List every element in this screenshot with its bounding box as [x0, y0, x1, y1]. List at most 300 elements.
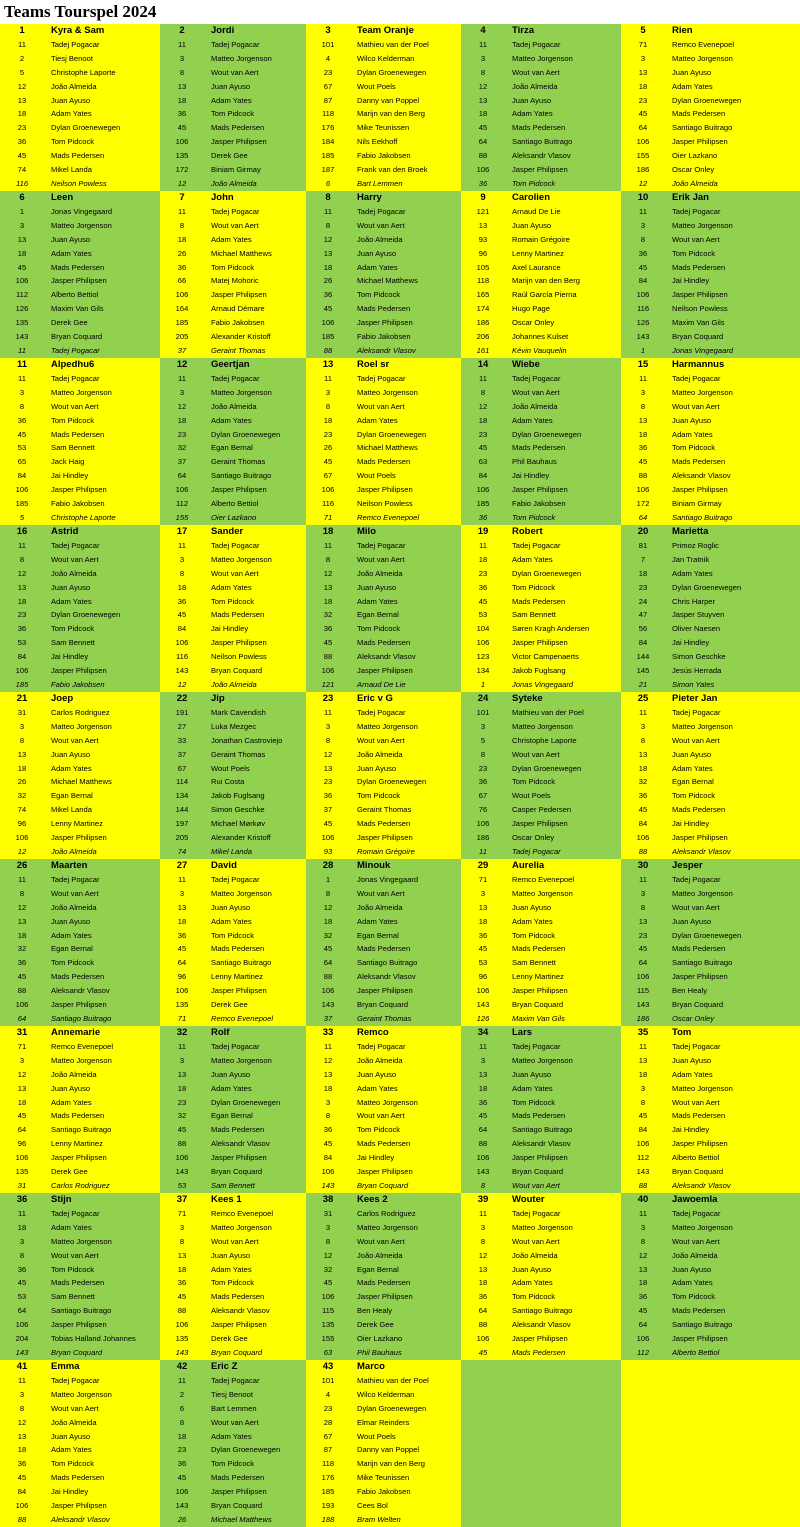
- rider-number: 206: [476, 332, 490, 341]
- rider-name: Jai Hindley: [672, 276, 710, 286]
- team-block: [461, 1193, 621, 1360]
- rider-number: 18: [638, 568, 648, 578]
- rider-number: 176: [321, 1473, 335, 1483]
- rider-name: Adam Yates: [211, 234, 252, 244]
- rider-number: 3: [179, 53, 185, 63]
- rider-number: 8: [19, 1250, 25, 1260]
- rider-number: 23: [478, 429, 488, 439]
- rider-name: Egan Bernal: [211, 443, 253, 453]
- team-number: 19: [477, 526, 489, 537]
- rider-number: 36: [17, 624, 27, 634]
- rider-number: 65: [17, 457, 27, 467]
- team-block: [160, 1193, 306, 1360]
- rider-name: Bryan Coquard: [512, 1167, 564, 1176]
- team-block: [160, 692, 306, 859]
- rider-name: Jasper Philipsen: [51, 833, 107, 842]
- rider-name: Juan Ayuso: [357, 763, 397, 773]
- rider-name: Jesús Herrada: [672, 666, 722, 675]
- reserve-name: Aleksandr Vlasov: [51, 1514, 110, 1524]
- rider-number: 53: [478, 610, 488, 620]
- rider-name: Wout van Aert: [672, 735, 720, 745]
- rider-number: 36: [17, 958, 27, 968]
- team-block: [461, 191, 621, 358]
- rider-name: Adam Yates: [672, 1069, 713, 1079]
- rider-number: 13: [177, 81, 187, 91]
- rider-number: 32: [177, 1111, 187, 1121]
- rider-number: 106: [15, 276, 29, 286]
- rider-name: Jasper Philipsen: [211, 1153, 267, 1163]
- rider-number: 13: [323, 582, 333, 592]
- rider-number: 8: [640, 1097, 646, 1107]
- reserve-name: Mads Pedersen: [512, 1347, 566, 1357]
- reserve-number: 11: [18, 345, 26, 355]
- rider-name: Aleksandr Vlasov: [357, 652, 416, 662]
- rider-name: Jasper Philipsen: [211, 137, 267, 147]
- reserve-number: 36: [478, 512, 488, 522]
- rider-name: Juan Ayuso: [357, 248, 397, 258]
- reserve-number: 12: [17, 846, 27, 856]
- rider-name: Jasper Philipsen: [211, 638, 267, 648]
- rider-number: 18: [323, 1083, 333, 1093]
- rider-number: 13: [478, 1264, 488, 1274]
- team-number: 9: [480, 192, 486, 203]
- rider-number: 8: [19, 554, 25, 564]
- rider-number: 3: [19, 220, 25, 230]
- rider-number: 71: [638, 39, 648, 49]
- team-number: 14: [477, 359, 489, 370]
- rider-name: Adam Yates: [672, 81, 713, 91]
- rider-number: 8: [325, 735, 331, 745]
- rider-name: Matteo Jorgenson: [357, 1222, 418, 1232]
- rider-number: 56: [638, 624, 648, 634]
- rider-name: Elmar Reinders: [357, 1417, 410, 1427]
- rider-name: Wout van Aert: [357, 554, 405, 564]
- team-block: [306, 191, 461, 358]
- team-number: 10: [637, 192, 649, 203]
- team-name: David: [211, 860, 237, 871]
- rider-number: 36: [17, 137, 27, 147]
- rider-name: Jasper Philipsen: [672, 1334, 728, 1343]
- rider-number: 45: [638, 109, 648, 119]
- rider-number: 18: [17, 1097, 27, 1107]
- rider-number: 1: [19, 206, 25, 216]
- rider-number: 18: [638, 1069, 648, 1079]
- rider-name: Fabio Jakobsen: [357, 1487, 411, 1497]
- rider-number: 8: [480, 387, 486, 397]
- rider-number: 45: [638, 457, 648, 467]
- rider-number: 185: [321, 332, 335, 341]
- reserve-number: 21: [638, 679, 648, 689]
- rider-number: 145: [636, 666, 650, 675]
- rider-name: Jai Hindley: [672, 819, 710, 829]
- rider-number: 126: [15, 304, 29, 314]
- rider-number: 106: [175, 137, 189, 147]
- reserve-name: Carlos Rodriguez: [51, 1180, 110, 1190]
- rider-name: Adam Yates: [51, 763, 92, 773]
- reserve-name: Aleksandr Vlasov: [672, 846, 731, 856]
- rider-name: Juan Ayuso: [512, 1264, 552, 1274]
- rider-name: Tom Pidcock: [512, 930, 556, 940]
- rider-number: 8: [325, 401, 331, 411]
- rider-name: Sam Bennett: [512, 958, 556, 968]
- rider-name: Fabio Jakobsen: [211, 318, 265, 328]
- rider-number: 45: [17, 1473, 27, 1483]
- team-number: 25: [637, 693, 649, 704]
- rider-name: Adam Yates: [51, 1222, 92, 1232]
- rider-number: 88: [323, 652, 333, 662]
- reserve-name: Wout van Aert: [512, 1180, 560, 1190]
- rider-name: Lenny Martinez: [51, 1139, 103, 1149]
- rider-name: Mads Pedersen: [51, 151, 105, 161]
- team-block: [461, 358, 621, 525]
- rider-name: Juan Ayuso: [51, 95, 91, 105]
- rider-name: Aleksandr Vlasov: [672, 471, 731, 481]
- rider-number: 27: [177, 721, 187, 731]
- rider-number: 204: [15, 1334, 29, 1343]
- rider-number: 11: [178, 1041, 186, 1051]
- rider-name: Wout van Aert: [357, 888, 405, 898]
- rider-number: 112: [15, 290, 29, 300]
- team-number: 36: [16, 1194, 28, 1205]
- rider-name: Remco Evenepoel: [672, 39, 735, 49]
- rider-number: 37: [177, 457, 187, 467]
- rider-number: 23: [638, 930, 648, 940]
- rider-name: Wilco Kelderman: [357, 53, 415, 63]
- team-name: Minouk: [357, 860, 391, 871]
- team-name: Kees 2: [357, 1194, 388, 1205]
- rider-number: 96: [478, 248, 488, 258]
- rider-number: 36: [638, 791, 648, 801]
- rider-number: 11: [178, 874, 186, 884]
- rider-number: 106: [321, 1167, 335, 1176]
- rider-number: 11: [324, 540, 332, 550]
- rider-number: 23: [323, 429, 333, 439]
- rider-number: 8: [325, 888, 331, 898]
- rider-name: Tadej Pogacar: [211, 540, 260, 550]
- rider-name: Matteo Jorgenson: [51, 1055, 112, 1065]
- rider-number: 8: [640, 234, 646, 244]
- team-block: [160, 1026, 306, 1193]
- team-name: John: [211, 192, 234, 203]
- rider-name: Jakob Fuglsang: [211, 791, 265, 801]
- rider-number: 165: [476, 290, 490, 300]
- rider-name: Jasper Philipsen: [672, 1139, 728, 1149]
- rider-number: 64: [478, 1306, 488, 1316]
- rider-number: 67: [478, 791, 488, 801]
- rider-name: Tadej Pogacar: [211, 1375, 260, 1385]
- rider-name: Jasper Philipsen: [51, 1000, 107, 1009]
- rider-number: 8: [325, 220, 331, 230]
- rider-number: 32: [17, 791, 27, 801]
- rider-name: Primoz Roglic: [672, 540, 719, 550]
- reserve-name: Aleksandr Vlasov: [357, 345, 416, 355]
- team-block: [306, 1026, 461, 1193]
- reserve-name: Mikel Landa: [211, 846, 252, 856]
- rider-name: Tom Pidcock: [211, 596, 255, 606]
- rider-number: 84: [638, 276, 648, 286]
- reserve-number: 88: [323, 345, 333, 355]
- rider-number: 105: [476, 262, 490, 272]
- rider-number: 36: [177, 109, 187, 119]
- rider-number: 18: [478, 1278, 488, 1288]
- rider-name: Casper Pedersen: [512, 805, 572, 815]
- rider-name: Jai Hindley: [512, 471, 550, 481]
- rider-number: 13: [17, 916, 27, 926]
- rider-number: 13: [638, 749, 648, 759]
- rider-number: 11: [479, 540, 487, 550]
- reserve-number: 161: [476, 345, 490, 355]
- rider-number: 33: [177, 735, 187, 745]
- team-number: 20: [637, 526, 649, 537]
- rider-number: 4: [325, 53, 331, 63]
- rider-name: Tom Pidcock: [211, 1278, 255, 1288]
- rider-name: Santiago Buitrago: [357, 958, 418, 968]
- rider-name: João Almeida: [512, 81, 558, 91]
- rider-number: 36: [638, 443, 648, 453]
- rider-name: Juan Ayuso: [51, 749, 91, 759]
- rider-number: 106: [321, 833, 335, 842]
- rider-number: 2: [179, 1389, 185, 1399]
- rider-name: Jasper Philipsen: [51, 485, 107, 495]
- rider-number: 96: [17, 819, 27, 829]
- rider-number: 197: [175, 819, 189, 829]
- rider-number: 32: [323, 1264, 333, 1274]
- reserve-name: Santiago Buitrago: [51, 1013, 112, 1023]
- rider-name: Adam Yates: [672, 763, 713, 773]
- rider-name: Tom Pidcock: [672, 791, 716, 801]
- rider-name: Tadej Pogacar: [211, 39, 260, 49]
- rider-number: 12: [17, 1069, 27, 1079]
- team-name: Geertjan: [211, 359, 250, 370]
- team-number: 13: [322, 359, 334, 370]
- rider-name: Michael Mørkøv: [211, 819, 266, 829]
- rider-name: Wout van Aert: [51, 1403, 99, 1413]
- team-block: [621, 1026, 800, 1193]
- rider-number: 37: [177, 749, 187, 759]
- rider-name: Adam Yates: [672, 429, 713, 439]
- rider-name: Wilco Kelderman: [357, 1389, 415, 1399]
- rider-number: 106: [321, 485, 335, 495]
- rider-number: 8: [19, 888, 25, 898]
- team-name: Tom: [672, 1027, 692, 1038]
- rider-number: 106: [175, 1153, 189, 1163]
- rider-number: 12: [323, 1055, 333, 1065]
- rider-number: 36: [177, 930, 187, 940]
- team-number: 11: [16, 359, 28, 370]
- rider-name: Aleksandr Vlasov: [211, 1306, 270, 1316]
- rider-number: 3: [640, 888, 646, 898]
- rider-name: Simon Geschke: [672, 652, 726, 662]
- rider-name: Mads Pedersen: [512, 1111, 566, 1121]
- rider-number: 18: [17, 109, 27, 119]
- rider-name: Søren Kragh Andersen: [512, 624, 590, 634]
- team-block: [0, 692, 160, 859]
- rider-name: Mark Cavendish: [211, 707, 266, 717]
- reserve-name: Tadej Pogacar: [512, 846, 561, 856]
- rider-number: 84: [323, 1153, 333, 1163]
- rider-name: Bryan Coquard: [672, 332, 724, 341]
- rider-number: 8: [325, 1111, 331, 1121]
- rider-number: 74: [17, 805, 27, 815]
- rider-number: 5: [19, 67, 25, 77]
- rider-name: Tadej Pogacar: [672, 874, 721, 884]
- team-name: Annemarie: [51, 1027, 101, 1038]
- rider-name: Juan Ayuso: [512, 220, 552, 230]
- rider-number: 24: [638, 596, 648, 606]
- rider-name: Santiago Buitrago: [211, 958, 272, 968]
- rider-name: Bart Lemmen: [211, 1403, 257, 1413]
- rider-name: Matteo Jorgenson: [357, 387, 418, 397]
- rider-number: 3: [480, 888, 486, 898]
- rider-name: Tadej Pogacar: [512, 540, 561, 550]
- rider-number: 18: [17, 1445, 27, 1455]
- rider-name: Matteo Jorgenson: [357, 721, 418, 731]
- rider-name: Matteo Jorgenson: [512, 888, 573, 898]
- rider-name: Neilson Powless: [357, 499, 413, 508]
- rider-number: 116: [636, 304, 650, 314]
- rider-name: Tom Pidcock: [211, 262, 255, 272]
- rider-number: 88: [323, 972, 333, 982]
- rider-number: 106: [636, 1139, 650, 1149]
- rider-name: Jasper Philipsen: [211, 485, 267, 495]
- rider-number: 106: [476, 1334, 490, 1343]
- rider-name: Wout van Aert: [357, 735, 405, 745]
- rider-number: 36: [478, 582, 488, 592]
- rider-number: 11: [639, 1208, 647, 1218]
- rider-number: 84: [17, 652, 27, 662]
- rider-number: 36: [177, 1459, 187, 1469]
- rider-number: 11: [324, 1041, 332, 1051]
- rider-number: 185: [321, 151, 335, 161]
- rider-name: Juan Ayuso: [512, 902, 552, 912]
- rider-number: 18: [17, 930, 27, 940]
- rider-number: 23: [478, 763, 488, 773]
- rider-number: 36: [17, 1264, 27, 1274]
- rider-name: Mads Pedersen: [357, 819, 411, 829]
- reserve-name: Geraint Thomas: [357, 1013, 412, 1023]
- rider-name: João Almeida: [357, 749, 403, 759]
- rider-name: Geraint Thomas: [211, 749, 266, 759]
- rider-name: Jasper Philipsen: [672, 485, 728, 495]
- rider-number: 164: [175, 304, 189, 314]
- rider-name: Marijn van den Berg: [357, 1459, 425, 1469]
- rider-number: 134: [476, 666, 490, 675]
- rider-name: Tadej Pogacar: [51, 540, 100, 550]
- rider-number: 26: [177, 248, 187, 258]
- rider-number: 143: [321, 1000, 335, 1009]
- rider-name: Tom Pidcock: [51, 137, 95, 147]
- rider-number: 45: [478, 123, 488, 133]
- rider-number: 88: [177, 1306, 187, 1316]
- team-block: [160, 358, 306, 525]
- rider-number: 106: [175, 638, 189, 648]
- rider-number: 106: [476, 165, 490, 174]
- rider-number: 84: [638, 638, 648, 648]
- reserve-name: Tom Pidcock: [512, 512, 556, 522]
- team-block: [160, 24, 306, 191]
- team-block: [461, 1360, 621, 1527]
- rider-name: Jonathan Castroviejo: [211, 735, 283, 745]
- reserve-number: 1: [480, 679, 486, 689]
- rider-name: Juan Ayuso: [51, 234, 91, 244]
- reserve-number: 37: [177, 345, 187, 355]
- rider-name: Juan Ayuso: [211, 902, 251, 912]
- rider-number: 12: [17, 81, 27, 91]
- rider-number: 13: [323, 1069, 333, 1079]
- rider-name: Mads Pedersen: [512, 123, 566, 133]
- rider-name: Juan Ayuso: [672, 67, 712, 77]
- rider-name: Mads Pedersen: [51, 972, 105, 982]
- rider-number: 45: [323, 304, 333, 314]
- reserve-number: 53: [177, 1180, 187, 1190]
- rider-number: 36: [17, 415, 27, 425]
- rider-number: 115: [321, 1306, 335, 1316]
- rider-name: Wout Poels: [211, 763, 250, 773]
- rider-number: 135: [15, 318, 29, 328]
- rider-name: Lenny Martinez: [512, 248, 564, 258]
- rider-number: 26: [323, 276, 333, 286]
- rider-name: Aleksandr Vlasov: [51, 986, 110, 996]
- rider-name: Santiago Buitrago: [512, 1306, 573, 1316]
- rider-number: 36: [323, 624, 333, 634]
- rider-number: 11: [479, 373, 487, 383]
- rider-number: 3: [480, 1055, 486, 1065]
- reserve-name: Aleksandr Vlasov: [672, 1180, 731, 1190]
- rider-name: Dylan Groenewegen: [211, 1445, 281, 1455]
- rider-name: Neilson Powless: [211, 652, 267, 662]
- rider-name: Jai Hindley: [51, 1487, 89, 1497]
- team-block: [0, 525, 160, 692]
- rider-name: Luka Mezgec: [211, 721, 257, 731]
- team-number: 17: [176, 526, 188, 537]
- reserve-name: Bryan Coquard: [211, 1347, 263, 1357]
- rider-number: 3: [640, 53, 646, 63]
- reserve-name: Romain Grégoire: [357, 846, 415, 856]
- rider-number: 3: [325, 387, 331, 397]
- reserve-name: João Almeida: [51, 846, 97, 856]
- rider-name: Wout van Aert: [672, 902, 720, 912]
- rider-name: Lenny Martinez: [51, 819, 103, 829]
- rider-name: Biniam Girmay: [211, 165, 261, 174]
- rider-name: Michael Matthews: [357, 276, 418, 286]
- rider-name: Matteo Jorgenson: [512, 1222, 573, 1232]
- rider-number: 8: [19, 401, 25, 411]
- rider-name: Adam Yates: [357, 1083, 398, 1093]
- rider-name: Jasper Philipsen: [512, 638, 568, 648]
- rider-name: Dylan Groenewegen: [357, 429, 427, 439]
- team-number: 22: [176, 693, 188, 704]
- reserve-number: 188: [321, 1514, 335, 1524]
- rider-name: Jonas Vingegaard: [51, 206, 113, 216]
- rider-name: Jasper Philipsen: [512, 819, 568, 829]
- rider-number: 45: [638, 805, 648, 815]
- rider-number: 84: [17, 471, 27, 481]
- rider-number: 18: [638, 429, 648, 439]
- reserve-number: 8: [480, 1180, 486, 1190]
- rider-name: Jasper Stuyven: [672, 610, 725, 620]
- team-block: [621, 24, 800, 191]
- rider-name: Tom Pidcock: [672, 248, 716, 258]
- rider-number: 11: [324, 206, 332, 216]
- rider-name: Jakob Fuglsang: [512, 666, 566, 675]
- rider-name: Bryan Coquard: [211, 666, 263, 675]
- rider-name: Matteo Jorgenson: [51, 721, 112, 731]
- rider-number: 106: [636, 485, 650, 495]
- rider-number: 3: [640, 721, 646, 731]
- rider-name: Dylan Groenewegen: [357, 67, 427, 77]
- rider-number: 26: [323, 443, 333, 453]
- team-block: [306, 692, 461, 859]
